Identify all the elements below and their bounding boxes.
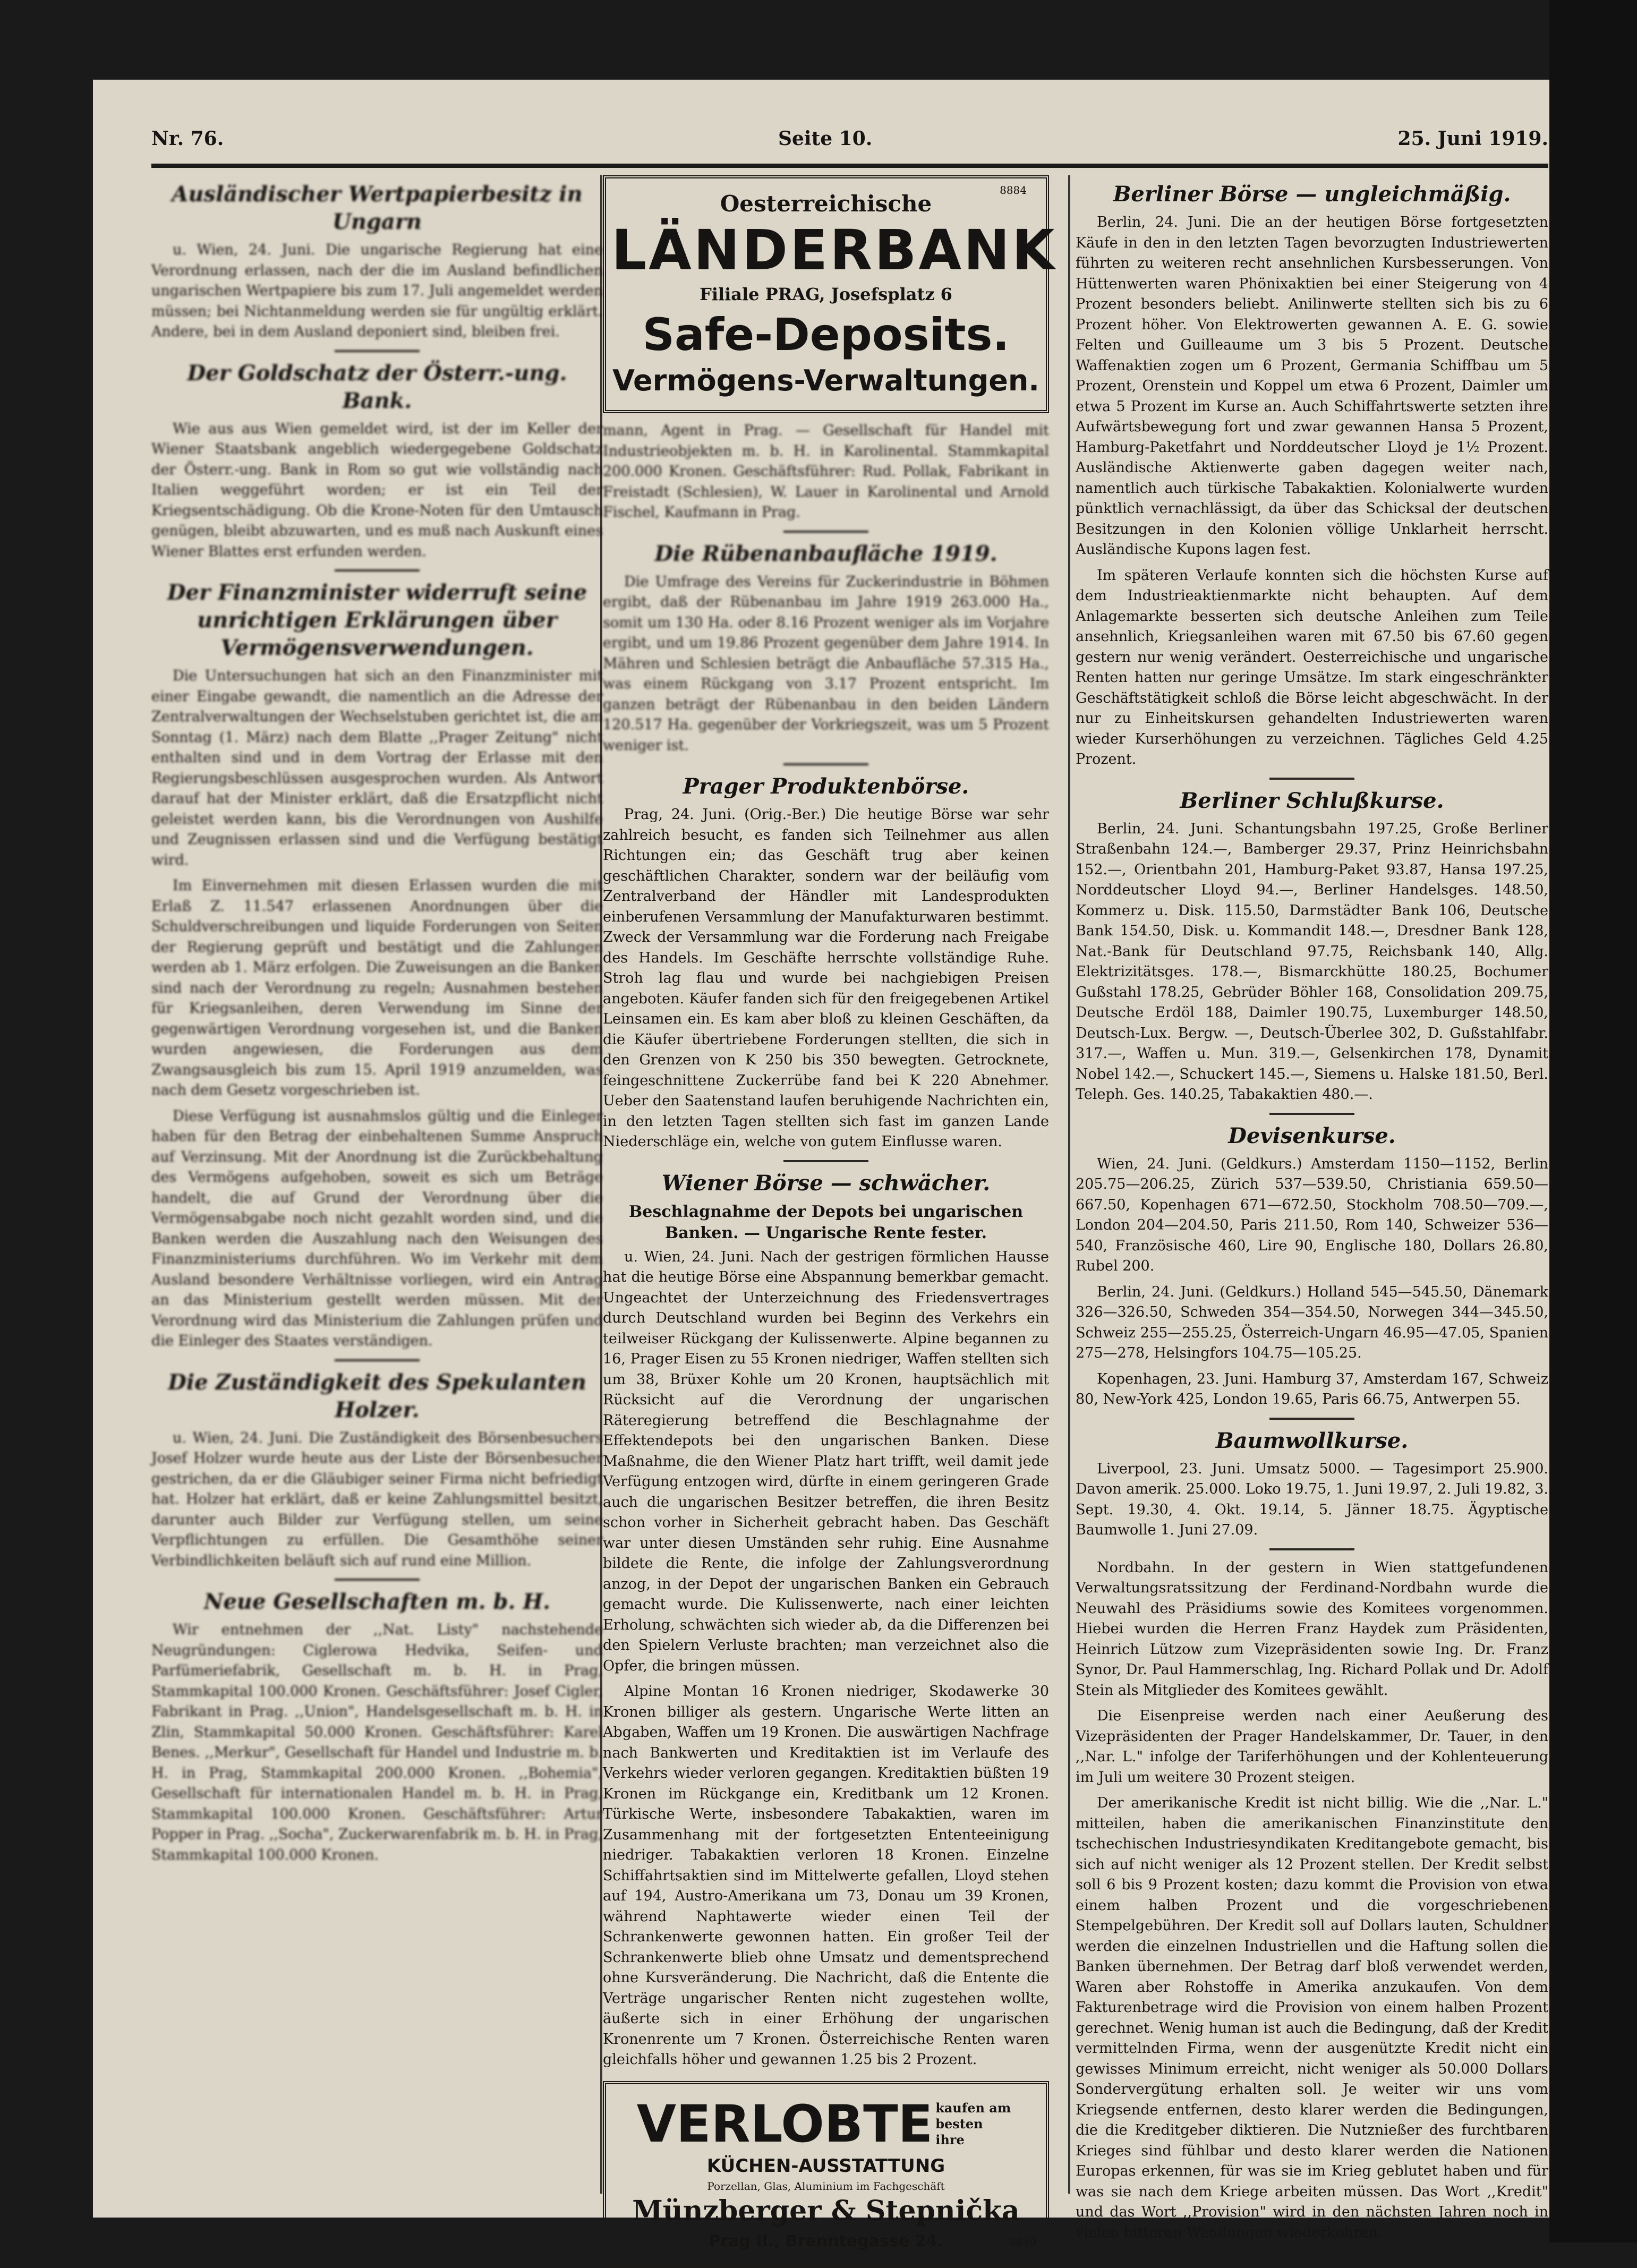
- separator: [783, 1160, 868, 1162]
- article-title: Der Goldschatz der Österr.-ung. Bank.: [187, 360, 567, 413]
- article-body: Prag, 24. Juni. (Orig.-Ber.) Die heutige Börse war sehr zahlreich besucht, es fanden sich Teilnehmer aus allen Richtungen ein; das Geschäft trug aber keinen geschäftlichen Charakter, sondern war der beiläufig vom Zentralverband der Händler mit Landesprodukten einberufenen Versammlung der Manufakturwaren bestimmt. Zweck der Versammlung war die Forderung nach Freigabe des Handels. Im Geschäfte herrschte vollständige Ruhe. Stroh lag flau und wurde bei nachgiebigen Preisen angeboten. Käufer fanden sich für den freigegebenen Artikel Leinsamen ein. Es kam aber bloß zu kleinen Geschäften, da die Käufer übertriebene Forderungen stellten, die sich in den Grenzen von K 250 bis 350 bewegten. Getrocknete, feingeschnittene Zuckerrübe fand bei K 220 Abnehmer. Ueber den Saatenstand laufen beruhigende Nachrichten ein, in den letzten Tagen stellten sich fast im ganzen Lande Niederschläge ein, welche von gutem Einflusse waren.: [603, 806, 1049, 1150]
- advert-top-line: Oesterreichische: [720, 191, 932, 217]
- advert-services: Vermögens-Verwaltungen.: [612, 364, 1039, 397]
- article-body: Nordbahn. In der gestern in Wien stattgefundenen Verwaltungsratssitzung der Ferdinand-Nordbahn wurde die Neuwahl des Präsidiums sowie des Komitees vorgenommen. Hiebei wurden die Herren Franz Haydek zum Präsidenten, Heinrich Lützow zum Vizepräsidenten sowie Ing. Dr. Franz Synor, Dr. Paul Hammerschlag, Ing. Richard Pollak und Dr. Adolf Stein als Mitglieder des Komitees gewählt.: [1076, 1559, 1548, 1699]
- article-subtitle: Beschlagnahme der Depots bei ungarischen Banken. — Ungarische Rente fester.: [628, 1202, 1024, 1242]
- advert-code: 8884: [1000, 184, 1027, 197]
- separator: [335, 350, 420, 352]
- article-body: u. Wien, 24. Juni. Die ungarische Regierung hat eine Verordnung erlassen, nach der die im Ausland befindlichen ungarischen Wertpapiere bis zum 17. Juli angemeldet werden müssen; bei Nichtanmeldung werden sie für ungültig erklärt. Andere, bei in dem Ausland deponiert sind, bleiben frei.: [151, 242, 603, 340]
- column-3: [1076, 175, 1548, 2241]
- article-body: u. Wien, 24. Juni. Nach der gestrigen förmlichen Hausse hat die heutige Börse eine Abspannung bemerkbar gemacht. Ungeachtet der Unterzeichnung des Friedensvertrages durch Deutschland wurden bei Beginn des Verkehrs ein teilweiser Rückgang der Kulissenwerte. Alpine begannen zu 16, Prager Eisen zu 55 Kronen niedriger, Waffen stellten sich um 38, Brüxer Kohle um 20 Kronen, hauptsächlich mit Rücksicht auf die Verordnung der ungarischen Räteregierung betreffend die Beschlagnahme der Effektendepots bei den ungarischen Banken. Diese Maßnahme, die den Wiener Platz hart trifft, weil damit jede Verfügung entzogen wird, dürfte in einem geringeren Grade auch die ungarischen Besitzer betreffen, die ihren Besitz schon vorher in Sicherheit gebracht haben. Das Geschäft war unter diesen Umständen sehr ruhig. Eine Ausnahme bildete die Rente, die infolge der Zahlungsverordnung anzog, in der Depot der ungarischen Banken ein Gebrauch gemacht wurde. Die Kulissenwerte, nach einer leichten Erholung, schwächten sich wieder ab, da die Differenzen bei den Spielern Verluste brachten; man verzeichnet also die Opfer, die bringen müssen.: [603, 1248, 1049, 1674]
- article-body: Liverpool, 23. Juni. Umsatz 5000. — Tagesimport 25.900. Davon amerik. 25.000. Loko 19.75, 1. Juni 19.97, 2. Juli 19.82, 3. Sept. 19.30, 4. Okt. 19.14, 5. Jänner 18.75. Ägyptische Baumwolle 1. Juni 27.09.: [1076, 1460, 1548, 1538]
- separator: [1269, 1418, 1354, 1420]
- article-title: Devisenkurse.: [1228, 1123, 1396, 1148]
- article-body: Diese Verfügung ist ausnahmslos gültig und die Einleger haben für den Betrag der einbehaltenen Summe Anspruch auf Verzinsung. Mit der Anordnung ist die Zurückbehaltung des Vermögens aufgehoben, soweit es sich um Beträge handelt, die auf Grund der Verordnung über die Vermögensabgabe noch nicht gezahlt worden sind, und die Banken werden die Auszahlung nach den Weisungen des Finanzministeriums durchführen. Wo im Verkehr mit dem Ausland besondere Verhältnisse vorliegen, wird ein Antrag an das Ministerium gestellt werden müssen. Mit der Verordnung wird das Ministerium die Zahlungen prüfen und die Einleger des Staates verständigen.: [151, 1107, 603, 1349]
- advert-code: 8849: [1009, 2236, 1036, 2249]
- advert-product: KÜCHEN-AUSSTATTUNG: [706, 2155, 945, 2177]
- page-number: Seite 10.: [778, 127, 873, 150]
- article-body: Kopenhagen, 23. Juni. Hamburg 37, Amsterdam 167, Schweiz 80, New-York 425, London 19.65, Paris 66.75, Antwerpen 55.: [1076, 1370, 1548, 1408]
- column-2: [603, 175, 1057, 2250]
- advert-company: Münzberger & Stepnička: [632, 2194, 1020, 2227]
- article-body: Der amerikanische Kredit ist nicht billig. Wie die ,,Nar. L." mitteilen, haben die amerikanischen Finanzinstitute den tschechischen Industriesyndikaten Kreditangebote gemacht, bis sich auf nicht weniger als 12 Prozent stellen. Der Kredit selbst soll 6 bis 9 Prozent kosten; dazu kommt die Provision von etwa einem halben Prozent und die vorgeschriebenen Stempelgebühren. Der Kredit soll auf Dollars lauten, Schuldner werden die einzelnen Industriellen und die Haftung sollen die Banken übernehmen. Der Betrag darf bloß verwendet werden, Waren aber Rohstoffe in Amerika anzukaufen. Von dem Fakturenbetrage wird die Provision von einem halben Prozent gerechnet. Wenig human ist auch die Bedingung, daß der Kredit vermittelnden Firma, wenn der ausgenützte Kredit nicht ein gewisses Minimum erreicht, nicht weniger als 50.000 Dollars Sondervergütung erhalten soll. Je weiter wir uns vom Kriegsende entfernen, desto klarer werden die Bedingungen, die die Kreditgeber diktieren. Die Nutznießer des furchtbaren Krieges sind fühlbar und desto klarer werden die Nationen Europas erkennen, für was sie im Krieg geblutet haben und für was sie nach dem Kriege arbeiten müssen. Das Wort ,,Kredit" und das Wort ,,Provision" wird in den nächsten Jahren noch in vielen bitteren Wendungen wiederkehren.: [1076, 1795, 1548, 2241]
- scan-edge: [1549, 0, 1637, 2243]
- article-body: Wien, 24. Juni. (Geldkurs.) Amsterdam 1150—1152, Berlin 205.75—206.25, Zürich 537—539.50, Christiania 659.50—667.50, Kopenhagen 671—672.50, Stockholm 708.50—709.—, London 204—204.50, Paris 211.50, Rom 140, Schweizer 536—540, Französische 460, Lire 90, Englische 180, Dollars 26.80, Rubel 200.: [1076, 1155, 1548, 1274]
- article-title: Ausländischer Wertpapierbesitz in Ungarn: [172, 182, 583, 234]
- advert-headline: VERLOBTE: [636, 2094, 933, 2154]
- separator: [783, 531, 868, 533]
- article-body: Die Umfrage des Vereins für Zuckerindustrie in Böhmen ergibt, daß der Rübenanbau im Jahre 1919 263.000 Ha., somit um 130 Ha. oder 8.16 Prozent weniger als im Vorjahre ergibt, und um 19.86 Prozent gegenüber dem Jahre 1914. In Mähren und Schlesien beträgt die Anbaufläche 57.315 Ha., was einem Rückgang von 3.17 Prozent entspricht. Im ganzen beträgt der Rübenanbau in den beiden Ländern 120.517 Ha. gegenüber der Vorkriegszeit, was um 5 Prozent weniger ist.: [603, 573, 1049, 754]
- verlobte-advert: [603, 2081, 1049, 2268]
- article-body: Wie aus aus Wien gemeldet wird, ist der im Keller der Wiener Staatsbank angeblich wiedergegebene Goldschatz der Österr.-ung. Bank in Rom so gut wie vollständig nach Italien weggeführt worden; er ist ein Teil der Kriegsentschädigung. Ob die Krone-Noten für den Umtausch genügen, bleibt abzuwarten, und es muß nach Auskunft eines Wiener Blattes erst erfunden werden.: [151, 420, 603, 560]
- separator: [1269, 778, 1354, 780]
- article-body: Wir entnehmen der ,,Nat. Listy" nachstehende Neugründungen: Ciglerowa Hedvika, Seifen- und Parfümeriefabrik, Gesellschaft m. b. H. in Prag, Stammkapital 100.000 Kronen. Geschäftsführer: Josef Cigler, Fabrikant in Prag. ,,Union", Handelsgesellschaft m. b. H. in Zlin, Stammkapital 50.000 Kronen. Geschäftsführer: Karel Benes. ,,Merkur", Gesellschaft für Handel und Industrie m. b. H. in Prag, Stammkapital 200.000 Kronen. ,,Bohemia", Gesellschaft für internationalen Handel m. b. H. in Prag, Stammkapital 100.000 Kronen. Geschäftsführer: Artur Popper in Prag. ,,Socha", Zuckerwarenfabrik m. b. H. in Prag, Stammkapital 100.000 Kronen.: [151, 1622, 603, 1863]
- advert-bank-name: LÄNDERBANK: [611, 218, 1057, 283]
- separator: [1269, 1548, 1354, 1550]
- article-body: Berlin, 24. Juni. Die an der heutigen Börse fortgesetzten Käufe in den in den letzten Tagen bevorzugten Industriewerten führten zu weiteren recht ansehnlichen Kursbesserungen. Von Hüttenwerten waren Phönixaktien bei einer Steigerung von 4 Prozent besonders beliebt. Anilinwerte stellten sich bis zu 6 Prozent höher. Von Elektrowerten gewannen A. E. G. sowie Felten und Guilleaume um 3 bis 5 Prozent. Deutsche Waffenaktien zogen um 6 Prozent, Germania Schiffbau um 5 Prozent, Orenstein und Koppel um etwa 6 Prozent, Daimler um etwa 5 Prozent im Kurse an. Auch Schiffahrtswerte setzten ihre Aufwärtsbewegung fort und zwar gewannen Hansa 5 Prozent, Hamburg-Paketfahrt und Norddeutscher Lloyd je 1½ Prozent. Ausländische Aktienwerte gaben dagegen weiter nach, namentlich auch türkische Tabakaktien. Kolonialwerte wurden pünktlich vernachlässigt, da über das Schicksal der deutschen Besitzungen in den Kolonien völlige Unklarheit herrscht. Ausländische Kupons lagen fest.: [1076, 214, 1548, 558]
- page-header: [151, 122, 1548, 165]
- article-body: Alpine Montan 16 Kronen niedriger, Skodawerke 30 Kronen billiger als gestern. Ungarische Werte litten an Abgaben, Waffen um 19 Kronen. Die auswärtigen Nachfrage nach Bankwerten und Kreditaktien ist im Verlaufe des Verkehrs wieder verloren gegangen. Kreditaktien büßten 19 Kronen im Rückgange ein, Kreditbank um 12 Kronen. Türkische Werte, insbesondere Tabakaktien, waren im Zusammenhang mit der fortgesetzten Ententeeinigung niedriger. Tabakaktien verloren 18 Kronen. Einzelne Schiffahrtsaktien sind im Mittelwerte gefallen, Lloyd stehen auf 194, Austro-Amerikana um 73, Donau um 39 Kronen, während Naphtawerte wieder einen Teil der Schrankenwerte gewonnen hatten. Ein großer Teil der Schrankenwerte blieb ohne Umsatz und dementsprechend ohne Kursveränderung. Die Nachricht, daß die Entente die Verträge ungarischer Renten nicht zugestehen wollte, äußerte sich in einer Erhöhung der ungarischen Kronenrente um 7 Kronen. Österreichische Renten waren gleichfalls höher und gewannen 1.25 bis 2 Prozent.: [603, 1683, 1049, 2068]
- issue-number: Nr. 76.: [151, 127, 224, 150]
- article-body: u. Wien, 24. Juni. Die Zuständigkeit des Börsenbesuchers Josef Holzer wurde heute aus der Liste der Börsenbesucher gestrichen, da er die Gläubiger seiner Firma nicht befriedigt hat. Holzer hat erklärt, daß er keine Zahlungsmittel besitzt, darunter auch Bilder zur Verfügung stellen, um seine Verpflichtungen zu erfüllen. Die Gesamthöhe seiner Verbindlichkeiten beläuft sich auf rund eine Million.: [151, 1429, 603, 1569]
- issue-date: 25. Juni 1919.: [1397, 127, 1548, 150]
- separator: [783, 763, 868, 765]
- article-title: Neue Gesellschaften m. b. H.: [203, 1589, 551, 1614]
- article-title: Prager Produktenbörse.: [683, 774, 969, 799]
- article-title: Die Zuständigkeit des Spekulanten Holzer.: [168, 1369, 586, 1422]
- article-title: Der Finanzminister widerruft seine unrichtigen Erklärungen über Vermögensverwendungen.: [167, 580, 587, 660]
- article-body: Berlin, 24. Juni. Schantungsbahn 197.25, Große Berliner Straßenbahn 124.—, Bamberger 29.37, Prinz Heinrichsbahn 152.—, Orientbahn 201, Hamburg-Paket 93.87, Hansa 197.25, Norddeutscher Lloyd 94.—, Berliner Handelsges. 148.50, Kommerz u. Disk. 115.50, Darmstädter Bank 106, Deutsche Bank 154.50, Disk. u. Kommandit 148.—, Dresdner Bank 128, Nat.-Bank für Deutschland 97.75, Reichsbank 140, Allg. Elektrizitätsges. 178.—, Bismarckhütte 180.25, Bochumer Gußstahl 178.25, Gebrüder Böhler 168, Consolidation 209.75, Deutsche Erdöl 188, Daimler 190.75, Luxemburger 148.50, Deutsch-Lux. Bergw. —, Deutsch-Überlee 302, D. Gußstahlfabr. 317.—, Waffen u. Mun. 319.—, Gelsenkirchen 178, Dynamit Nobel 142.—, Schuckert 145.—, Siemens u. Halske 181.50, Berl. Teleph. Ges. 140.25, Tabakaktien 480.—.: [1076, 820, 1548, 1103]
- article-body: mann, Agent in Prag. — Gesellschaft für Handel mit Industrieobjekten m. b. H. in Karolinental. Stammkapital 200.000 Kronen. Geschäftsführer: Rud. Pollak, Fabrikant in Freistadt (Schlesien), W. Lauer in Karolinental und Arnold Fischel, Kaufmann in Prag.: [603, 422, 1049, 521]
- header-rule: [151, 164, 1548, 168]
- separator: [335, 1359, 420, 1361]
- separator: [335, 1579, 420, 1581]
- advert-safe-deposits: Safe-Deposits.: [642, 309, 1010, 361]
- article-body: Die Untersuchungen hat sich an den Finanzminister mit einer Eingabe gewandt, die namentlich an die Adresse der Zentralverwaltungen der Wechselstuben gerichtet ist, die am Sonntag (1. März) nach dem Blatte ,,Prager Zeitung" nicht enthalten sind und in dem Vortrag der Erlasse mit den Regierungsbeschlüssen ausgesprochen wurden. Als Antwort darauf hat der Minister erklärt, daß die Ersatzpflicht nicht geleistet werden kann, bis die Verordnungen von Aushilfe und Zeugnissen erlassen sind und die Verfügung bestätigt wird.: [151, 668, 603, 868]
- advert-side-text: kaufen am besten ihre: [935, 2100, 1011, 2147]
- advert-note: Porzellan, Glas, Aluminium im Fachgeschäft: [707, 2179, 945, 2193]
- advert-branch: Filiale PRAG, Josefsplatz 6: [700, 284, 952, 304]
- separator: [335, 569, 420, 572]
- column-rule-2: [1068, 175, 1070, 2194]
- laenderbank-advert: [603, 175, 1057, 413]
- article-body: Berlin, 24. Juni. (Geldkurs.) Holland 545—545.50, Dänemark 326—326.50, Schweden 354—354.50, Norwegen 344—345.50, Schweiz 255—255.25, Österreich-Ungarn 46.95—47.05, Spanien 275—278, Helsingfors 104.75—105.25.: [1076, 1283, 1548, 1361]
- article-title: Baumwollkurse.: [1215, 1428, 1409, 1453]
- article-body: Die Eisenpreise werden nach einer Aeußerung des Vizepräsidenten der Prager Handelskammer, Dr. Tauer, in den ,,Nar. L." infolge der Tariferhöhungen und der Kohlenteuerung im Juli um weitere 30 Prozent steigen.: [1076, 1708, 1548, 1786]
- advert-address: Prag II., Brenntegasse 24.: [709, 2231, 943, 2250]
- article-body: Im späteren Verlaufe konnten sich die höchsten Kurse auf dem Industrieaktienmarkte nicht behaupten. Auf dem Anlagemarkte besserten sich deutsche Anleihen zum Teile ansehnlich, Kriegsanleihen waren mit 67.50 bis 67.60 gegen gestern nur wenig verändert. Oesterreichische und ungarische Renten hatten nur geringe Umsätze. Im stark eingeschränkter Geschäftstätigkeit schloß die Börse leicht abgeschwächt. In der nur zu Einheitskursen gehandelten Industriewerten waren wieder Kurserhöhungen zu verzeichnen. Tägliches Geld 4.25 Prozent.: [1076, 567, 1548, 768]
- article-title: Berliner Börse — ungleichmäßig.: [1113, 182, 1511, 207]
- article-title: Berliner Schlußkurse.: [1180, 788, 1444, 813]
- article-title: Die Rübenanbaufläche 1919.: [654, 541, 997, 566]
- article-body: Im Einvernehmen mit diesen Erlassen wurden die mit Erlaß Z. 11.547 erlassenen Anordnungen über die Schuldverschreibungen und liquide Forderungen von Seiten der Regierung geprüft und bestätigt und die Zahlungen werden ab 1. März erfolgen. Die Zuweisungen an die Banken sind nach der Verordnung zu regeln; Ausnahmen bestehen für Kriegsanleihen, deren Verwendung im Sinne der gegenwärtigen Verordnung vorgesehen ist, und die Banken wurden angewiesen, die Forderungen aus dem Zwangsausgleich bis zum 15. April 1919 anzumelden, was nach dem Gesetz vorgeschrieben ist.: [151, 877, 603, 1098]
- separator: [1269, 1113, 1354, 1115]
- column-1: [151, 175, 603, 2194]
- newspaper-page: [93, 80, 1549, 2250]
- article-title: Wiener Börse — schwächer.: [661, 1170, 991, 1196]
